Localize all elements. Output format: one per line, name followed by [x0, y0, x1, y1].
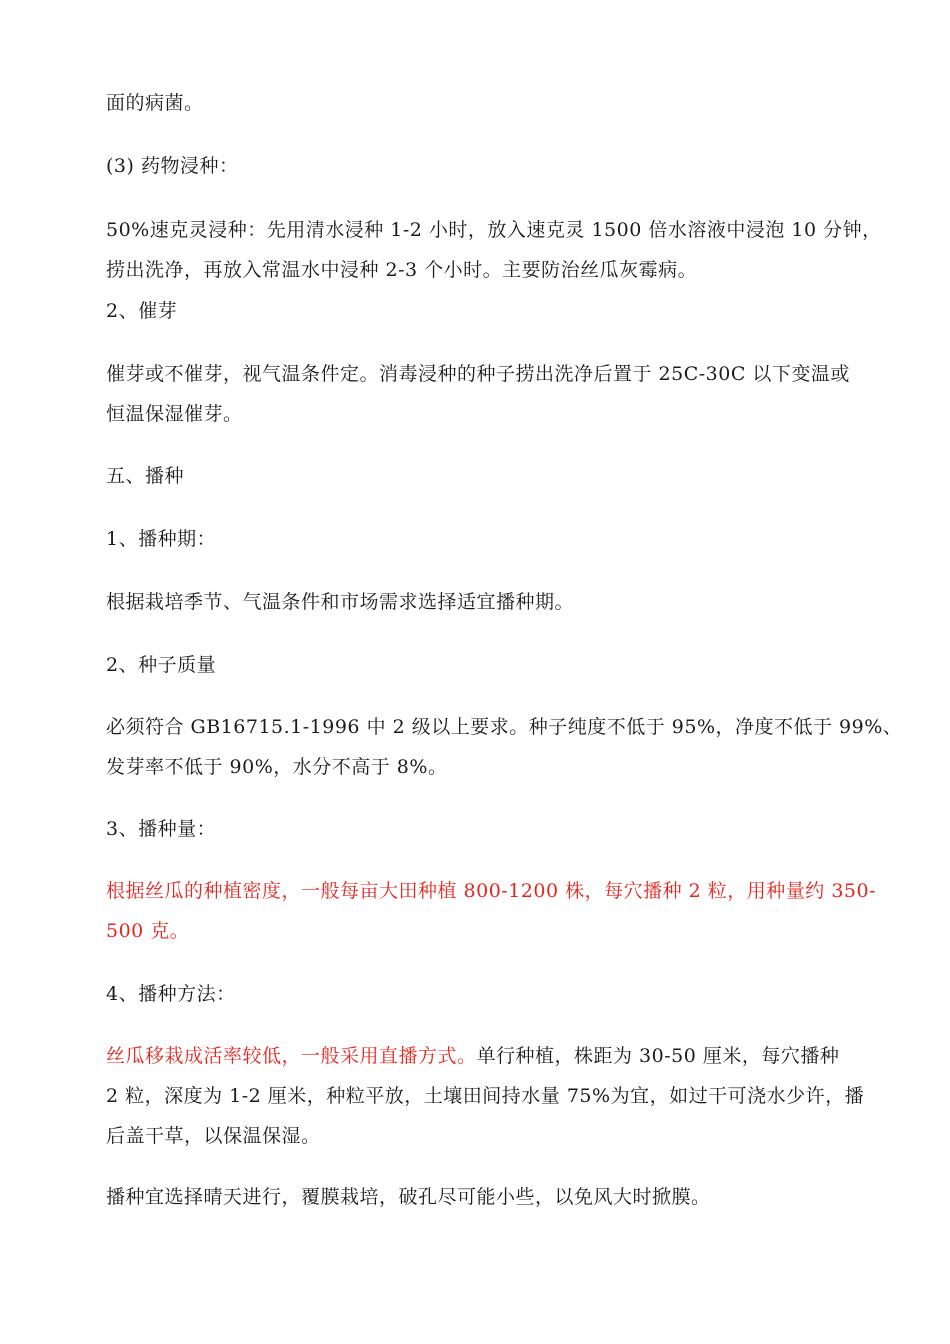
text-line: 必须符合 GB16715.1-1996 中 2 级以上要求。种子纯度不低于 95%，净度不低于 99%、	[106, 716, 903, 738]
highlighted-text-line: 500 克。	[106, 920, 190, 942]
highlighted-text: 丝瓜移栽成活率较低，一般采用直播方式。	[106, 1045, 477, 1067]
section-heading: 五、播种	[106, 465, 185, 487]
subheading: 2、催芽	[106, 300, 178, 322]
text-line: 发芽率不低于 90%，水分不高于 8%。	[106, 756, 448, 778]
subheading: 2、种子质量	[106, 654, 217, 676]
subheading: (3) 药物浸种：	[106, 155, 239, 177]
highlighted-text-line: 根据丝瓜的种植密度，一般每亩大田种植 800-1200 株，每穴播种 2 粒，用种量约 350-	[106, 880, 877, 902]
text-line: 面的病菌。	[106, 92, 204, 114]
text-line: 后盖干草，以保温保湿。	[106, 1125, 321, 1147]
text-line: 催芽或不催芽，视气温条件定。消毒浸种的种子捞出洗净后置于 25C-30C 以下变温或	[106, 363, 850, 385]
body-text: 单行种植，株距为 30-50 厘米，每穴播种	[476, 1045, 840, 1067]
subheading: 4、播种方法：	[106, 983, 236, 1005]
text-line: 根据栽培季节、气温条件和市场需求选择适宜播种期。	[106, 591, 575, 613]
text-line: 播种宜选择晴天进行，覆膜栽培，破孔尽可能小些，以免风大时掀膜。	[106, 1186, 711, 1208]
text-line	[106, 1042, 876, 1070]
subheading: 3、播种量：	[106, 818, 217, 840]
text-line: 捞出洗净，再放入常温水中浸种 2-3 个小时。主要防治丝瓜灰霉病。	[106, 259, 698, 281]
text-line: 2 粒，深度为 1-2 厘米，种粒平放，土壤田间持水量 75%为宜，如过干可浇水少许，播	[106, 1085, 865, 1107]
text-line: 恒温保湿催芽。	[106, 403, 243, 425]
text-line: 50%速克灵浸种：先用清水浸种 1-2 小时，放入速克灵 1500 倍水溶液中浸泡 10 分钟，	[106, 219, 882, 241]
subheading: 1、播种期：	[106, 528, 217, 550]
